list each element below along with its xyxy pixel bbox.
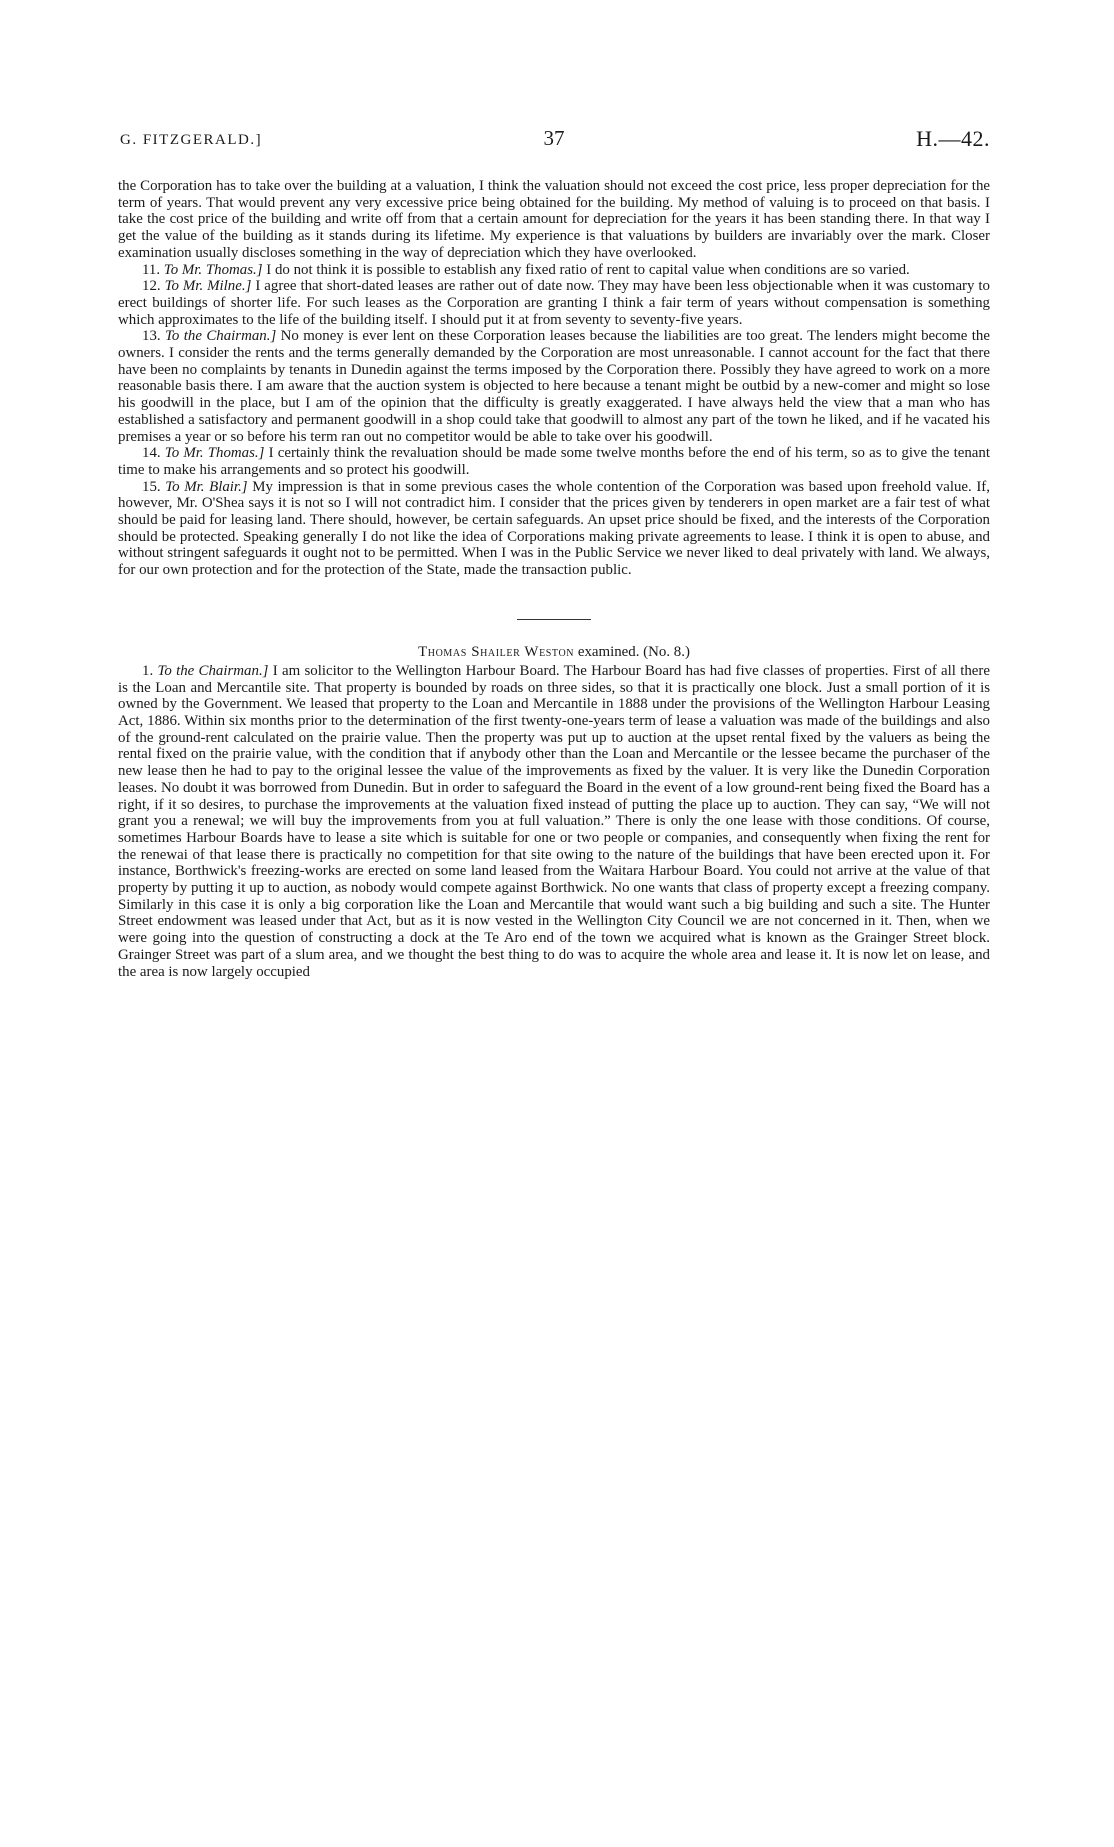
header-witness-name: G. FITZGERALD.] xyxy=(120,132,263,148)
witness-heading xyxy=(118,644,990,661)
paragraph-number: 14. xyxy=(142,445,161,462)
evidence-paragraph-15 xyxy=(118,479,990,579)
paragraph-number: 11. xyxy=(142,261,161,278)
continuation-paragraph: the Corporation has to take over the building at a valuation, I think the valuation should not exceed the cost price, less proper depreciation for the term of years. That would prevent any very excessive price being obtained for the building. My method of valuing is to proceed on that basis. I take the cost price of the building and write off from that a certain amount for depreciation for the years it has been standing there. In that way I get the value of the building as it stands during its lifetime. My experience is that valuations by builders are invariably over the mark. Closer examination usually discloses something in the way of depreciation which they have overlooked. xyxy=(118,178,990,261)
evidence-paragraph-14 xyxy=(118,445,990,478)
witness-heading-suffix: examined. (No. 8.) xyxy=(577,643,690,660)
document-page xyxy=(118,126,990,980)
addressee: To the Chairman.] xyxy=(165,328,277,345)
paragraph-number: 1. xyxy=(142,662,154,679)
page-number: 37 xyxy=(543,126,565,150)
evidence-paragraph-11 xyxy=(118,262,990,279)
paragraph-text: I certainly think the revaluation should be made some twelve months before the end of his term, so as to give the tenant time to make his arrangements and so protect his goodwill. xyxy=(118,445,990,478)
witness-name: Thomas Shailer Weston xyxy=(418,643,575,660)
running-header xyxy=(118,126,990,156)
paragraph-number: 12. xyxy=(142,278,161,295)
addressee: To Mr. Thomas.] xyxy=(163,261,263,278)
evidence-section-fitzgerald xyxy=(118,178,990,579)
document-reference: H.—42. xyxy=(916,126,990,151)
paragraph-number: 15. xyxy=(142,478,161,495)
paragraph-text: No money is ever lent on these Corporation leases because the liabilities are too great. The lenders might become the owners. I consider the rents and the terms generally demanded by the Corporation are most unreasonable. I cannot account for the fact that there have been no complaints by tenants in Dunedin against the terms imposed by the Corporation there. Possibly they have agreed to work on a more reasonable basis there. I am aware that the auction system is objected to here because a tenant might be outbid by a new-comer and might so lose his goodwill in the place, but I am of the opinion that the difficulty is greatly exaggerated. I have always held the view that a man who has established a satisfactory and permanent goodwill in a shop could take that goodwill to almost any part of the town he liked, and if he vacated his premises a year or so before his term ran out no competitor would be able to take over his goodwill. xyxy=(118,328,990,445)
evidence-paragraph-1 xyxy=(118,663,990,980)
evidence-paragraph-12 xyxy=(118,278,990,328)
evidence-paragraph-13 xyxy=(118,328,990,445)
section-divider xyxy=(517,619,591,620)
paragraph-text: I am solicitor to the Wellington Harbour Board. The Harbour Board has had five classes of properties. First of all there is the Loan and Mercantile site. That property is bounded by roads on three sides, so that it is practically one block. Just a small portion of it is owned by the Government. We leased that property to the Loan and Mercantile in 1888 under the provisions of the Wellington Harbour Leasing Act, 1886. Within six months prior to the determination of the first twenty-one-years term of lease a valuation was made of the buildings and also of the ground-rent calculated on the prairie value. Then the property was put up to auction at the upset rental fixed by the valuers as being the rental fixed on the prairie value, with the condition that if anybody other than the Loan and Mercantile or the lessee became the purchaser of the new lease then he had to pay to the original lessee the value of the improvements as fixed by the valuer. It is very like the Dunedin Corporation leases. No doubt it was borrowed from Dunedin. But in order to safeguard the Board in the event of a low ground-rent being fixed the Board has a right, if it so desires, to purchase the improvements at the valuation fixed instead of putting the place up to auction. They can say, “We will not grant you a renewal; we will buy the improvements from you at full valuation.” There is only the one lease with those conditions. Of course, sometimes Harbour Boards have to lease a site which is suitable for one or two people or companies, and consequently when fixing the rent for the renewai of that lease there is practically no competition for that site owing to the nature of the buildings that have been erected upon it. For instance, Borthwick's freezing-works are erected on some land leased from the Waitara Harbour Board. You could not arrive at the value of that property by putting it up to auction, as nobody would compete against Borthwick. No one wants that class of property except a freezing company. Similarly in this case it is only a big corporation like the Loan and Mercantile that would want such a big building and such a site. The Hunter Street endowment was leased under that Act, but as it is now vested in the Wellington City Council we are not concerned in it. Then, when we were going into the question of constructing a dock at the Te Aro end of the town we acquired what is known as the Grainger Street block. Grainger Street was part of a slum area, and we thought the best thing to do was to acquire the whole area and lease it. It is now let on lease, and the area is now largely occupied xyxy=(118,662,990,980)
evidence-section-weston xyxy=(118,663,990,980)
paragraph-text: My impression is that in some previous cases the whole contention of the Corporation was based upon freehold value. If, however, Mr. O'Shea says it is not so I will not contradict him. I consider that the prices given by tenderers in open market are a fair test of what should be paid for leasing land. There should, however, be certain safeguards. An upset price should be fixed, and the interests of the Corporation should be protected. Speaking generally I do not like the idea of Corporations making private agreements to lease. I think it is open to abuse, and without stringent safeguards it ought not to be permitted. When I was in the Public Service we never liked to deal privately with land. We always, for our own protection and for the protection of the State, made the transaction public. xyxy=(118,478,990,579)
paragraph-text: I do not think it is possible to establish any fixed ratio of rent to capital value when conditions are so varied. xyxy=(266,261,910,278)
addressee: To Mr. Blair.] xyxy=(165,478,248,495)
addressee: To Mr. Thomas.] xyxy=(164,445,265,462)
paragraph-text: I agree that short-dated leases are rather out of date now. They may have been less objectionable when it was customary to erect buildings of shorter life. For such leases as the Corporation are granting I think a fair term of years without compensation is something which approximates to the life of the building itself. I should put it at from seventy to seventy-five years. xyxy=(118,278,991,328)
addressee: To the Chairman.] xyxy=(157,662,269,679)
paragraph-number: 13. xyxy=(142,328,161,345)
addressee: To Mr. Milne.] xyxy=(164,278,252,295)
